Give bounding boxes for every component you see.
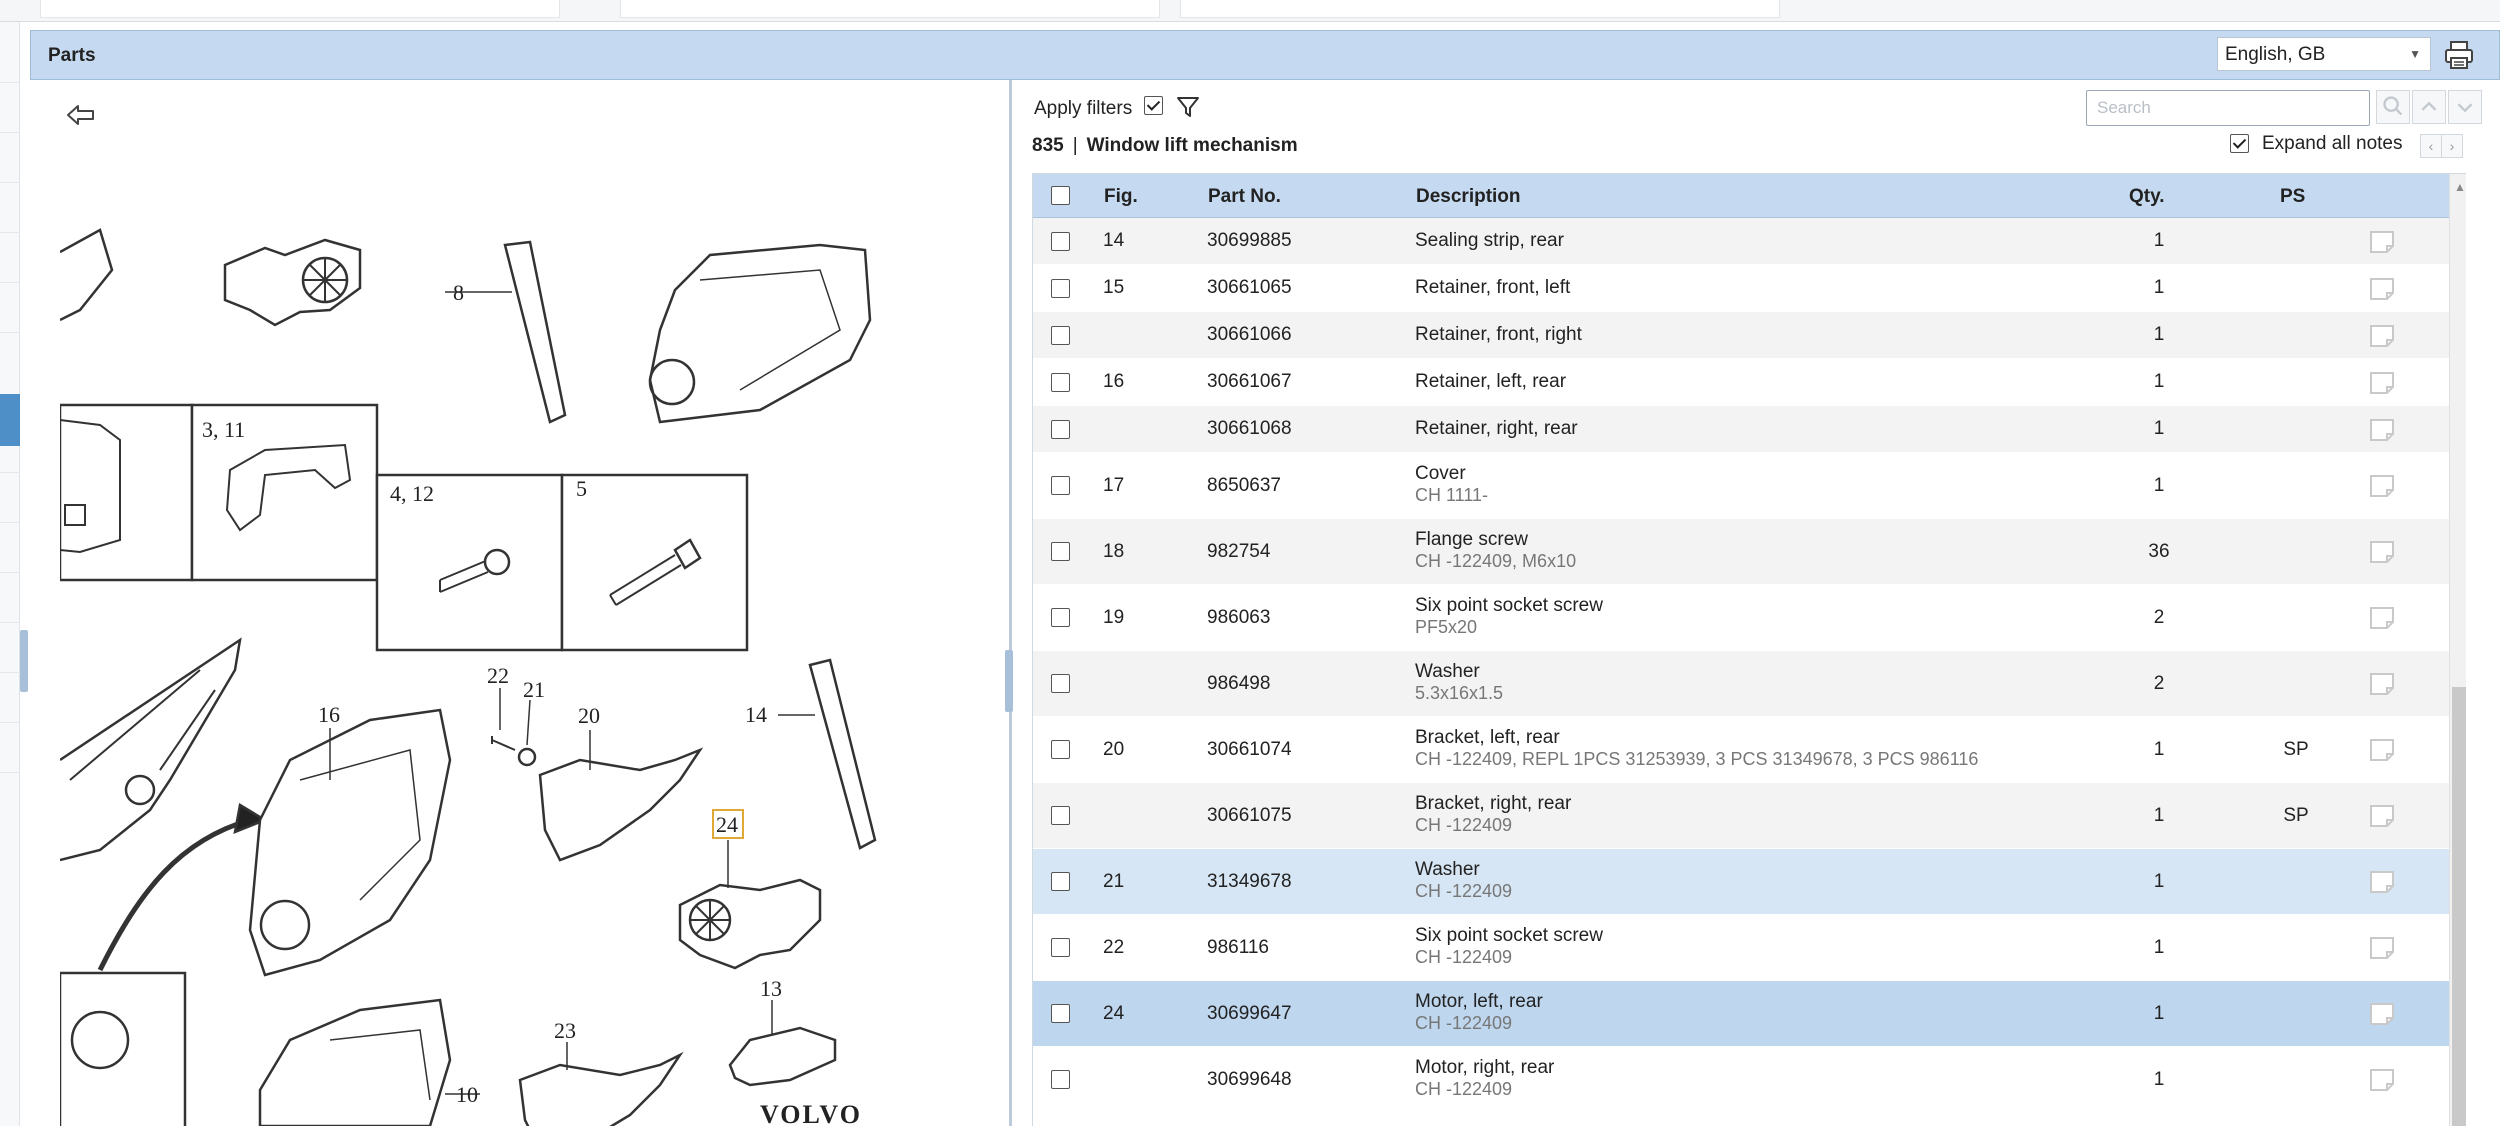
- motor-top: [225, 240, 360, 325]
- row-checkbox[interactable]: [1051, 326, 1070, 345]
- row-ps: SP: [2283, 739, 2309, 760]
- row-part-number[interactable]: 30661067: [1207, 371, 1292, 392]
- panel-fragment: [60, 230, 112, 320]
- row-checkbox[interactable]: [1051, 1004, 1070, 1023]
- row-quantity: 1: [2153, 418, 2165, 439]
- note-icon[interactable]: [2369, 540, 2395, 564]
- language-value: English, GB: [2225, 44, 2326, 65]
- row-checkbox[interactable]: [1051, 232, 1070, 251]
- row-description-note: CH -122409: [1415, 1079, 1513, 1099]
- callout-16: 16: [318, 702, 340, 727]
- note-icon[interactable]: [2369, 474, 2395, 498]
- note-icon[interactable]: [2369, 277, 2395, 301]
- row-quantity: 1: [2153, 937, 2165, 958]
- door-panel-10: [260, 1000, 450, 1126]
- row-description: Retainer, right, rear: [1415, 418, 1578, 439]
- callout-8: 8: [453, 280, 464, 305]
- previous-result-button[interactable]: [2412, 90, 2446, 124]
- row-quantity: 1: [2153, 230, 2165, 251]
- column-header-fig[interactable]: Fig.: [1104, 186, 1138, 207]
- row-checkbox[interactable]: [1051, 373, 1070, 392]
- row-quantity: 1: [2153, 475, 2165, 496]
- search-input[interactable]: [2086, 90, 2370, 126]
- chevron-down-icon: ▼: [2409, 47, 2421, 61]
- sealing-strip-8: [505, 242, 565, 422]
- table-row[interactable]: [1033, 783, 2449, 849]
- row-description: Flange screw: [1415, 529, 1528, 550]
- table-row[interactable]: [1033, 585, 2449, 651]
- motor-24: [680, 880, 820, 968]
- print-icon[interactable]: [2443, 39, 2475, 71]
- column-header-ps[interactable]: PS: [2280, 186, 2306, 207]
- table-row[interactable]: [1033, 717, 2449, 783]
- table-header: [1033, 174, 2449, 218]
- page-title: Parts: [48, 45, 96, 66]
- apply-filters-label: Apply filters: [1034, 98, 1133, 119]
- row-quantity: 1: [2153, 739, 2165, 760]
- row-checkbox[interactable]: [1051, 542, 1070, 561]
- search-button[interactable]: [2376, 90, 2410, 124]
- note-icon[interactable]: [2369, 738, 2395, 762]
- table-row[interactable]: [1033, 1047, 2449, 1113]
- column-header-part-no[interactable]: Part No.: [1208, 186, 1281, 207]
- row-description-note: PF5x20: [1415, 617, 1478, 637]
- table-row[interactable]: [1033, 453, 2449, 519]
- note-icon[interactable]: [2369, 870, 2395, 894]
- row-description: Motor, left, rear: [1415, 991, 1543, 1012]
- chevron-up-icon: [2413, 91, 2445, 123]
- row-part-number[interactable]: 986116: [1207, 937, 1269, 958]
- row-fig: 14: [1103, 230, 1125, 251]
- row-fig: 17: [1103, 475, 1125, 496]
- row-fig: 19: [1103, 607, 1125, 628]
- row-checkbox[interactable]: [1051, 674, 1070, 693]
- callout-box-5: [562, 475, 747, 650]
- row-description-note: CH -122409, M6x10: [1415, 551, 1577, 571]
- note-icon[interactable]: [2369, 804, 2395, 828]
- callout-13: 13: [760, 976, 782, 1001]
- callout-21: 21: [523, 677, 545, 702]
- row-quantity: 2: [2153, 673, 2165, 694]
- row-checkbox[interactable]: [1051, 476, 1070, 495]
- row-fig: 16: [1103, 371, 1125, 392]
- door-panel-16: [250, 710, 450, 975]
- callout-14: 14: [745, 702, 767, 727]
- section-name: Window lift mechanism: [1086, 135, 1298, 156]
- row-checkbox[interactable]: [1051, 806, 1070, 825]
- row-ps: SP: [2283, 805, 2309, 826]
- row-part-number[interactable]: 982754: [1207, 541, 1271, 562]
- bracket-23: [520, 1055, 680, 1126]
- section-separator: |: [1072, 135, 1078, 156]
- row-description: Washer: [1415, 859, 1480, 880]
- panel-splitter-handle[interactable]: [1005, 650, 1013, 712]
- callout-3-11: 3, 11: [202, 417, 246, 442]
- section-code: 835: [1032, 135, 1064, 156]
- sealing-strip-14: [810, 660, 875, 848]
- callout-24: 24: [716, 812, 738, 837]
- row-fig: 21: [1103, 871, 1125, 892]
- note-icon[interactable]: [2369, 1068, 2395, 1092]
- row-part-number[interactable]: 31349678: [1207, 871, 1292, 892]
- scroll-up-icon[interactable]: ▲: [2454, 180, 2466, 194]
- figure-panel: [30, 80, 1012, 1126]
- callout-5: 5: [576, 476, 587, 501]
- row-description-note: CH -122409: [1415, 947, 1513, 967]
- row-part-number[interactable]: 30661068: [1207, 418, 1292, 439]
- row-fig: 20: [1103, 739, 1125, 760]
- row-checkbox[interactable]: [1051, 608, 1070, 627]
- table-row[interactable]: [1033, 849, 2449, 915]
- row-quantity: 2: [2153, 607, 2165, 628]
- row-description: Bracket, right, rear: [1415, 793, 1572, 814]
- note-icon[interactable]: [2369, 324, 2395, 348]
- row-quantity: 1: [2153, 805, 2165, 826]
- expand-notes-label: Expand all notes: [2262, 133, 2403, 154]
- row-part-number[interactable]: 30661075: [1207, 805, 1292, 826]
- table-row[interactable]: [1033, 359, 2449, 406]
- row-description-note: CH 1111-: [1415, 485, 1489, 505]
- table-row[interactable]: [1033, 218, 2449, 265]
- table-row[interactable]: [1033, 519, 2449, 585]
- note-icon[interactable]: [2369, 418, 2395, 442]
- row-fig: 15: [1103, 277, 1125, 298]
- note-icon[interactable]: [2369, 1002, 2395, 1026]
- apply-filters-checkbox[interactable]: [1144, 96, 1163, 115]
- left-collapse-handle[interactable]: [20, 630, 28, 692]
- table-row[interactable]: [1033, 981, 2449, 1047]
- top-toolbar: [0, 0, 2500, 22]
- brand-logo: VOLVO: [760, 1100, 862, 1126]
- scrollbar-thumb[interactable]: [2452, 687, 2466, 1126]
- row-description: Sealing strip, rear: [1415, 230, 1564, 251]
- row-description: Cover: [1415, 463, 1466, 484]
- row-part-number[interactable]: 30661074: [1207, 739, 1292, 760]
- row-quantity: 1: [2153, 324, 2165, 345]
- expand-notes-checkbox[interactable]: [2230, 134, 2249, 153]
- row-part-number[interactable]: 986498: [1207, 673, 1271, 694]
- row-fig: 22: [1103, 937, 1125, 958]
- left-navigation-rail: [0, 22, 20, 1126]
- row-description-note: 5.3x16x1.5: [1415, 683, 1504, 703]
- row-description: Six point socket screw: [1415, 595, 1603, 616]
- row-description: Retainer, front, right: [1415, 324, 1582, 345]
- column-header-qty[interactable]: Qty.: [2129, 186, 2165, 207]
- row-checkbox[interactable]: [1051, 1070, 1070, 1089]
- row-quantity: 1: [2153, 871, 2165, 892]
- search-icon: [2377, 91, 2409, 123]
- row-description: Six point socket screw: [1415, 925, 1603, 946]
- left-rail-selected-item[interactable]: [0, 394, 20, 446]
- callout-10: 10: [456, 1082, 478, 1107]
- table-row[interactable]: [1033, 312, 2449, 359]
- row-description-note: CH -122409: [1415, 1013, 1513, 1033]
- row-quantity: 1: [2153, 1003, 2165, 1024]
- row-part-number[interactable]: 30661065: [1207, 277, 1292, 298]
- previous-page-button[interactable]: [2420, 134, 2442, 158]
- row-description: Retainer, front, left: [1415, 277, 1571, 298]
- chevron-left-icon: ‹: [2428, 138, 2434, 154]
- table-row[interactable]: [1033, 265, 2449, 312]
- row-description: Motor, right, rear: [1415, 1057, 1555, 1078]
- chevron-right-icon: ›: [2449, 138, 2455, 154]
- language-select[interactable]: [2217, 37, 2431, 71]
- table-scrollbar[interactable]: [2449, 174, 2466, 1126]
- row-checkbox[interactable]: [1051, 872, 1070, 891]
- note-icon[interactable]: [2369, 936, 2395, 960]
- callout-4-12: 4, 12: [390, 481, 434, 506]
- row-checkbox[interactable]: [1051, 740, 1070, 759]
- table-row[interactable]: [1033, 915, 2449, 981]
- note-icon[interactable]: [2369, 371, 2395, 395]
- row-part-number[interactable]: 30699647: [1207, 1003, 1292, 1024]
- clip-13: [730, 1028, 835, 1085]
- row-fig: 18: [1103, 541, 1125, 562]
- row-part-number[interactable]: 986063: [1207, 607, 1271, 628]
- table-body: [1033, 218, 2449, 1113]
- row-checkbox[interactable]: [1051, 420, 1070, 439]
- row-part-number[interactable]: 8650637: [1207, 475, 1281, 496]
- note-icon[interactable]: [2369, 672, 2395, 696]
- callout-22: 22: [487, 663, 509, 688]
- row-quantity: 1: [2153, 1069, 2165, 1090]
- row-description-note: CH -122409: [1415, 815, 1513, 835]
- row-description: Retainer, left, rear: [1415, 371, 1567, 392]
- row-quantity: 1: [2153, 371, 2165, 392]
- bracket-20: [540, 750, 700, 860]
- row-part-number[interactable]: 30699648: [1207, 1069, 1292, 1090]
- row-checkbox[interactable]: [1051, 279, 1070, 298]
- column-header-description[interactable]: Description: [1416, 186, 1521, 207]
- window-regulator: [60, 640, 240, 860]
- back-arrow-icon[interactable]: [66, 102, 96, 128]
- callout-23: 23: [554, 1018, 576, 1043]
- parts-table: [1032, 173, 2466, 1126]
- callout-20: 20: [578, 703, 600, 728]
- door-panel-top: [650, 245, 870, 422]
- select-all-checkbox[interactable]: [1051, 186, 1070, 205]
- chevron-down-icon: [2449, 91, 2481, 123]
- row-description: Bracket, left, rear: [1415, 727, 1560, 748]
- exploded-parts-diagram: [60, 160, 1012, 1126]
- row-checkbox[interactable]: [1051, 938, 1070, 957]
- row-description: Washer: [1415, 661, 1480, 682]
- row-description-note: CH -122409, REPL 1PCS 31253939, 3 PCS 31349678, 3 PCS 986116: [1415, 749, 1979, 769]
- table-row[interactable]: [1033, 406, 2449, 453]
- filter-icon[interactable]: [1176, 95, 1200, 119]
- note-icon[interactable]: [2369, 230, 2395, 254]
- parts-list-panel: [1016, 80, 2500, 1126]
- table-row[interactable]: [1033, 651, 2449, 717]
- row-quantity: 36: [2148, 541, 2170, 562]
- row-fig: 24: [1103, 1003, 1125, 1024]
- parts-header-bar: [30, 30, 2500, 80]
- row-description-note: CH -122409: [1415, 881, 1513, 901]
- note-icon[interactable]: [2369, 606, 2395, 630]
- next-page-button[interactable]: [2441, 134, 2463, 158]
- row-quantity: 1: [2153, 277, 2165, 298]
- row-part-number[interactable]: 30661066: [1207, 324, 1292, 345]
- row-part-number[interactable]: 30699885: [1207, 230, 1292, 251]
- next-result-button[interactable]: [2448, 90, 2482, 124]
- section-heading: [1032, 135, 1298, 157]
